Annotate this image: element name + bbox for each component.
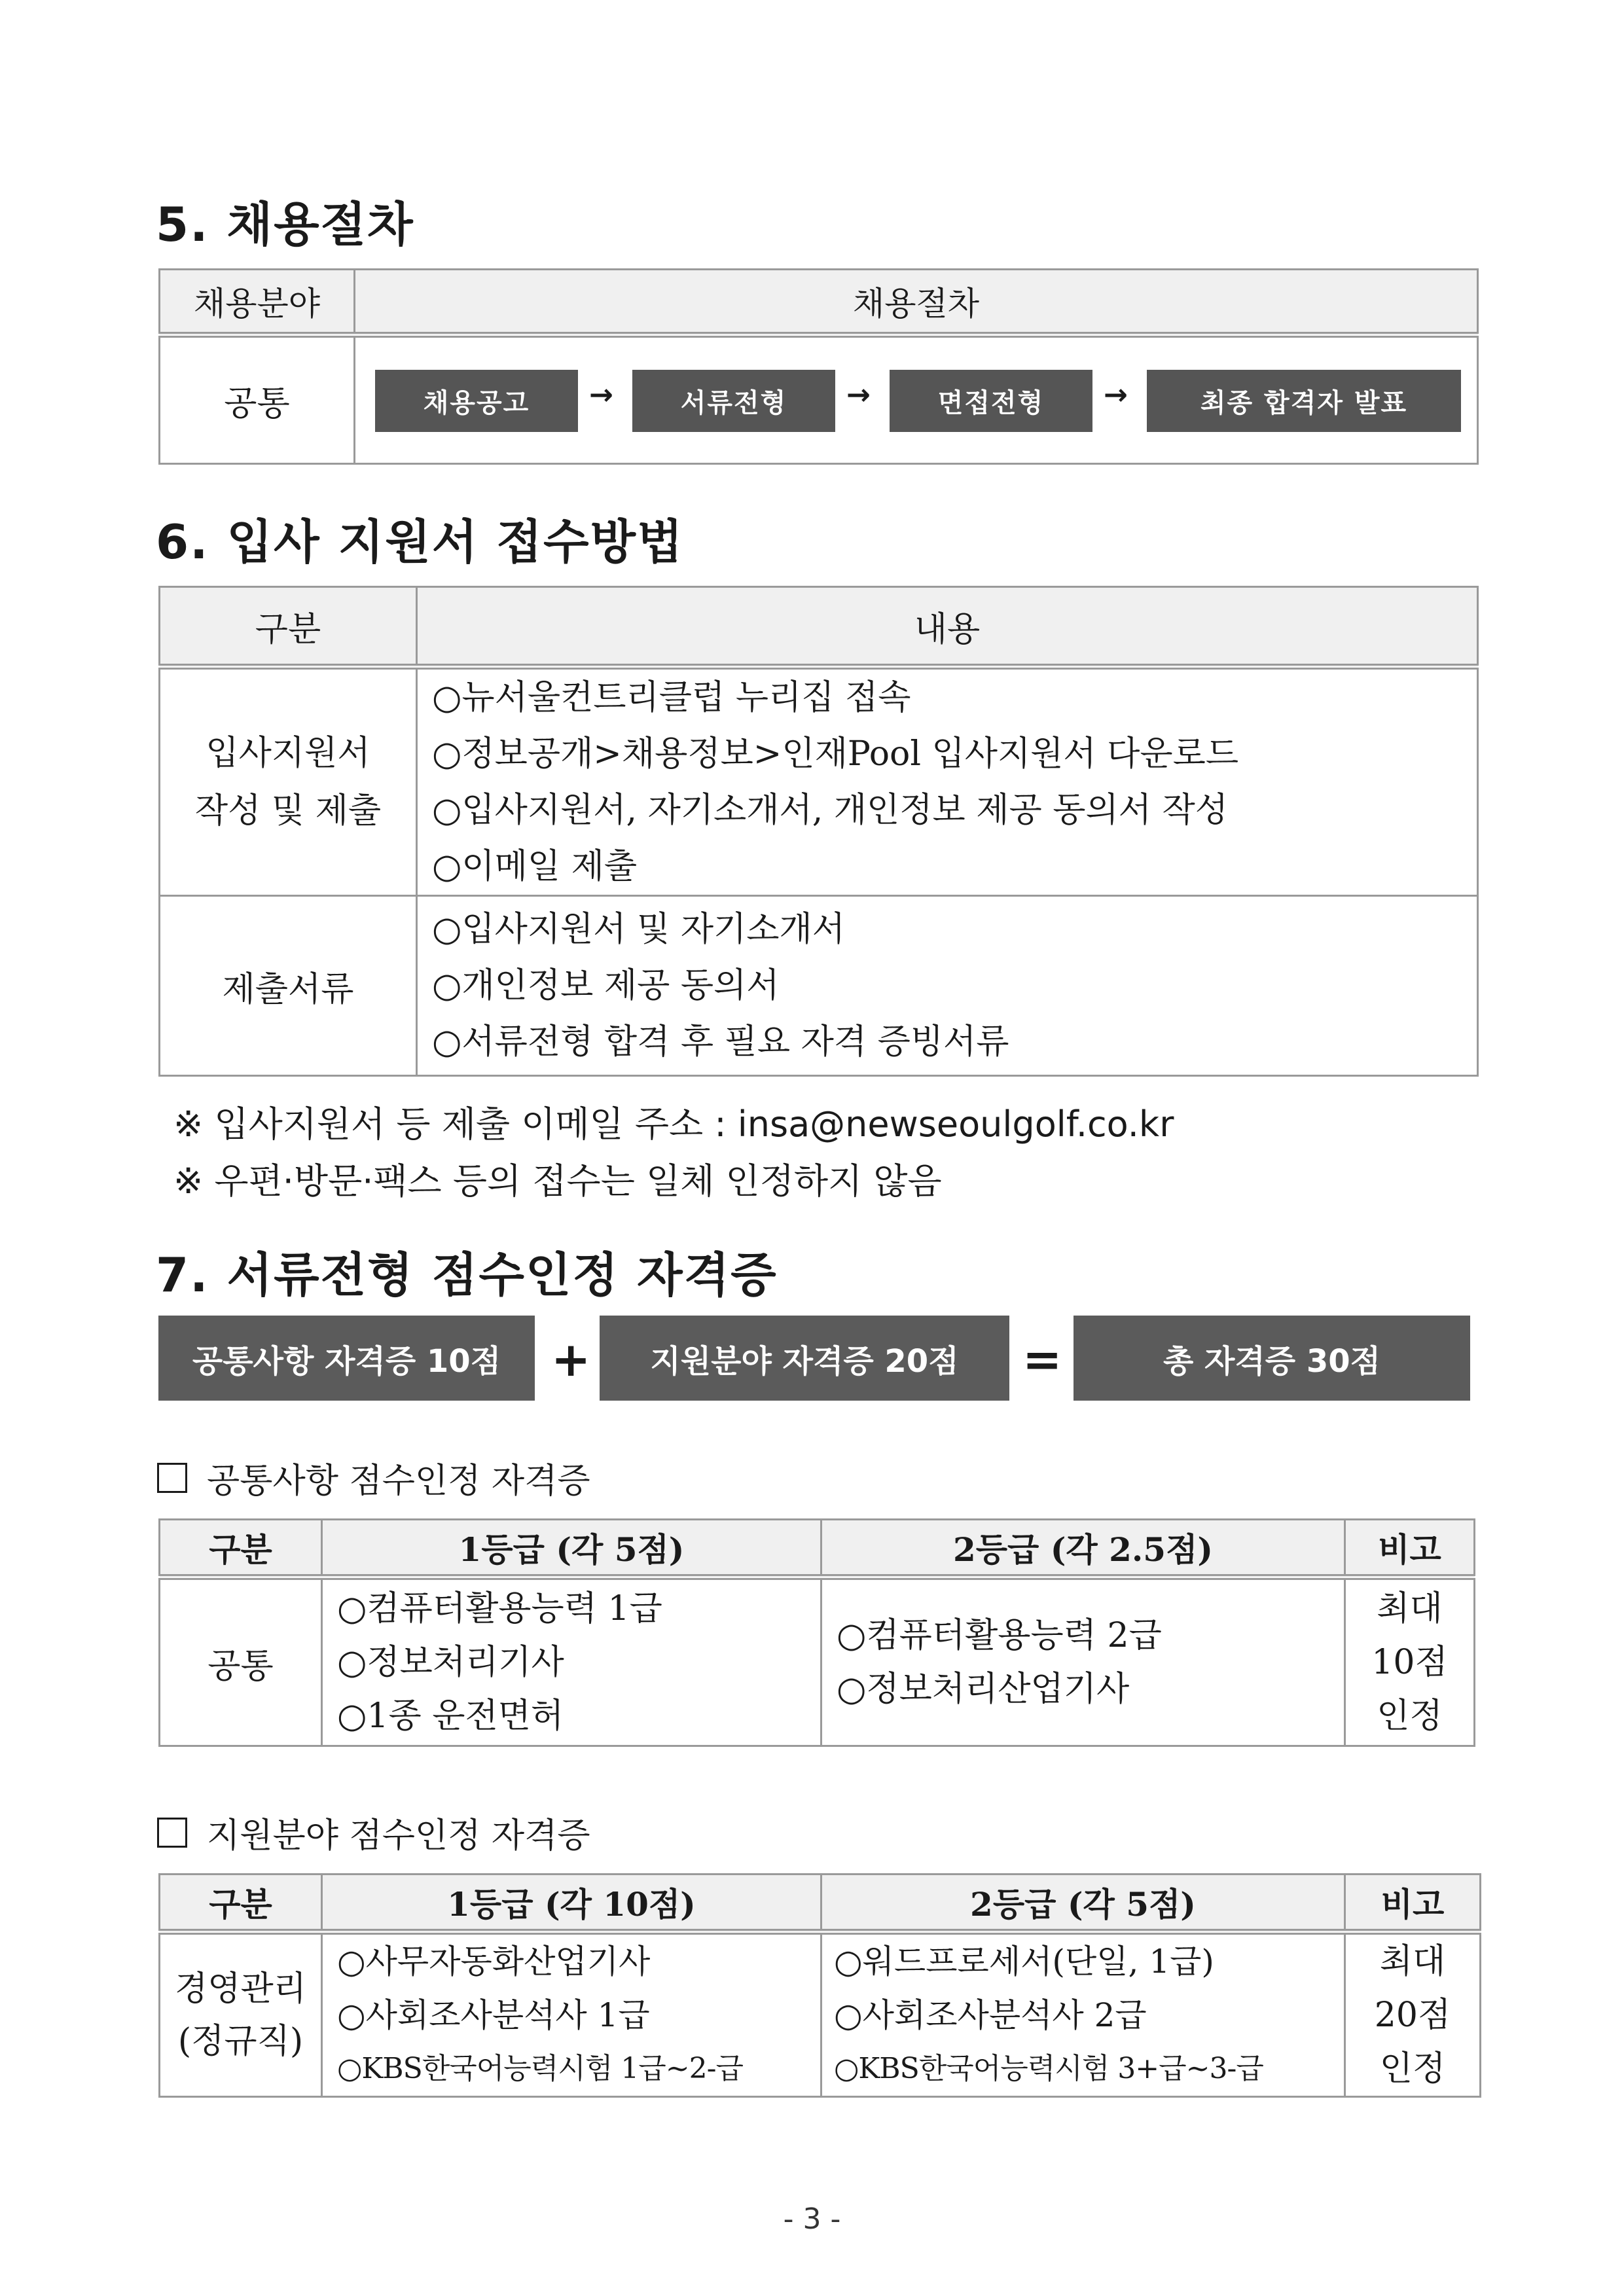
field-cert-table (158, 1873, 1481, 2098)
note-cell (1345, 1577, 1475, 1746)
section-5-title: 5. 채용절차 (156, 197, 414, 252)
common-cert-table (158, 1518, 1475, 1747)
list-item: ○개인정보 제공 동의서 (432, 966, 780, 1005)
plus-icon: + (551, 1332, 591, 1387)
note-line: 최대 (1377, 1589, 1443, 1628)
section-7-title: 7. 서류전형 점수인정 자격증 (156, 1247, 778, 1302)
list-item: ○사회조사분석사 2급 (834, 1996, 1147, 2034)
header-content: 내용 (417, 587, 1478, 667)
note-no-mail: ※ 우편·방문·팩스 등의 접수는 일체 인정하지 않음 (173, 1160, 942, 1202)
checkbox-square-icon (157, 1463, 187, 1493)
row-application-label (160, 667, 417, 896)
note-cell (1345, 1932, 1481, 2097)
score-field-box: 지원분야 자격증 20점 (600, 1316, 1009, 1401)
field-cert-heading (157, 1808, 590, 1857)
note-line: 인정 (1379, 2049, 1446, 2089)
row-label-common: 공통 (160, 1577, 322, 1746)
equals-icon: = (1022, 1332, 1062, 1387)
heading-text: 공통사항 점수인정 자격증 (207, 1462, 590, 1501)
label-line: 작성 및 제출 (194, 791, 382, 831)
row-application-content (417, 667, 1478, 896)
step-interview: 면접전형 (890, 370, 1092, 432)
section-6-title: 6. 입사 지원서 접수방법 (156, 514, 684, 569)
note-line: 인정 (1377, 1696, 1443, 1736)
heading-text: 지원분야 점수인정 자격증 (207, 1816, 590, 1856)
step-final-announcement: 최종 합격자 발표 (1147, 370, 1461, 432)
header-field: 채용분야 (160, 270, 355, 335)
list-item: ○정보처리산업기사 (837, 1670, 1130, 1709)
header-note: 비고 (1345, 1520, 1475, 1577)
header-process: 채용절차 (355, 270, 1478, 335)
list-item: ○뉴서울컨트리클럽 누리집 접속 (432, 678, 911, 717)
header-note: 비고 (1345, 1874, 1481, 1932)
list-item: ○워드프로세서(단일, 1급) (834, 1943, 1214, 1981)
grade2-list (821, 1577, 1345, 1746)
list-item: ○컴퓨터활용능력 1급 (337, 1589, 662, 1628)
note-line: 최대 (1379, 1942, 1446, 1981)
header-grade2: 2등급 (각 5점) (821, 1874, 1345, 1932)
score-common-box: 공통사항 자격증 10점 (158, 1316, 535, 1401)
note-line: 20점 (1374, 1996, 1451, 2035)
list-item: ○KBS한국어능력시험 3+급~3-급 (834, 2052, 1263, 2085)
grade1-list (322, 1932, 821, 2097)
checkbox-square-icon (157, 1818, 187, 1848)
grade2-list (821, 1932, 1345, 2097)
list-item: ○컴퓨터활용능력 2급 (837, 1616, 1162, 1655)
label-line: 입사지원서 (206, 734, 370, 773)
list-item: ○사무자동화산업기사 (337, 1943, 651, 1981)
arrow-icon: → (1104, 378, 1128, 412)
page-number: - 3 - (783, 2202, 841, 2236)
list-item: ○정보처리기사 (337, 1643, 564, 1682)
header-grade1: 1등급 (각 10점) (322, 1874, 821, 1932)
header-type: 구분 (160, 587, 417, 667)
label-line: (정규직) (177, 2022, 304, 2061)
list-item: ○이메일 제출 (432, 847, 638, 886)
label-line: 경영관리 (175, 1969, 306, 2009)
step-document-screening: 서류전형 (632, 370, 835, 432)
application-method-table (158, 586, 1479, 1077)
list-item: ○KBS한국어능력시험 1급~2-급 (337, 2052, 743, 2085)
header-type: 구분 (160, 1874, 322, 1932)
row-documents-label: 제출서류 (160, 896, 417, 1076)
list-item: ○정보공개>채용정보>인재Pool 입사지원서 다운로드 (432, 734, 1239, 774)
list-item: ○1종 운전면허 (337, 1696, 564, 1736)
list-item: ○서류전형 합격 후 필요 자격 증빙서류 (432, 1022, 1009, 1062)
row-label-management (160, 1932, 322, 2097)
header-type: 구분 (160, 1520, 322, 1577)
common-cert-heading (157, 1453, 590, 1502)
list-item: ○사회조사분석사 1급 (337, 1996, 650, 2034)
step-job-posting: 채용공고 (375, 370, 578, 432)
note-line: 10점 (1371, 1643, 1448, 1682)
list-item: ○입사지원서, 자기소개서, 개인정보 제공 동의서 작성 (432, 791, 1228, 830)
header-grade2: 2등급 (각 2.5점) (821, 1520, 1345, 1577)
row-documents-content (417, 896, 1478, 1076)
grade1-list (322, 1577, 821, 1746)
list-item: ○입사지원서 및 자기소개서 (432, 910, 845, 949)
arrow-icon: → (846, 378, 871, 412)
score-total-box: 총 자격증 30점 (1074, 1316, 1470, 1401)
row-label-common: 공통 (160, 335, 355, 464)
hiring-process-table (158, 268, 1479, 465)
note-email: ※ 입사지원서 등 제출 이메일 주소 : insa@newseoulgolf.co.kr (173, 1103, 1174, 1145)
arrow-icon: → (589, 378, 613, 412)
header-grade1: 1등급 (각 5점) (322, 1520, 821, 1577)
